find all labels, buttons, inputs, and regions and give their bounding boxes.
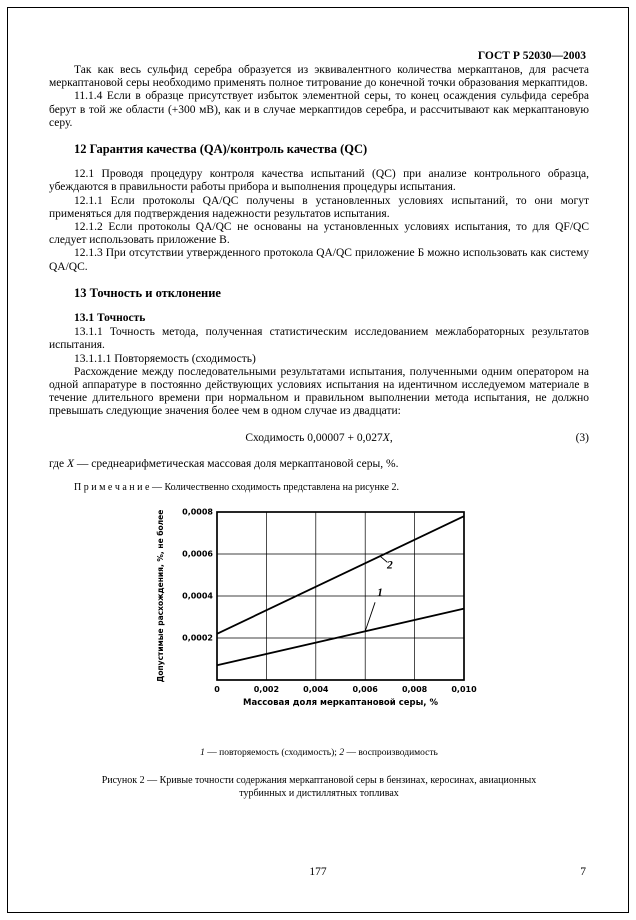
paragraph-intro: Так как весь сульфид серебра образуется из эквивалентного количества меркаптанов, для расчета меркаптановой серы необходимо применять полное титрование до конечной точки образования меркаптидов. (49, 64, 589, 90)
legend-curve-1-text: — повторяемость (сходимость); (204, 748, 340, 759)
svg-text:0,008: 0,008 (401, 685, 428, 695)
svg-text:Допустимые расхождения, %, не: Допустимые расхождения, %, не более (156, 509, 165, 683)
subsection-heading-13-1: 13.1 Точность (74, 312, 146, 325)
formula-prefix: Сходимость 0,00007 + 0,027 (245, 431, 383, 444)
paragraph-12-1-2: 12.1.2 Если протоколы QA/QC не основаны на установленных условиях испытания, то для QF/QC следует использовать приложение В. (49, 221, 589, 247)
footer-sheet-number: 7 (580, 866, 586, 878)
where-suffix: — среднеарифметическая массовая доля меркаптановой серы, %. (74, 457, 399, 470)
paragraph-13-1-1: 13.1.1 Точность метода, полученная статистическим исследованием межлабораторных результатов испытания. (49, 326, 589, 352)
note (49, 482, 589, 494)
paragraph-13-1-1-1: 13.1.1.1 Повторяемость (сходимость) (74, 352, 256, 365)
paragraph-12-1: 12.1 Проводя процедуру контроля качества испытаний (QC) при анализе контрольного образца, убеждаются в правильности работы прибора и выполнения процедуры испытания. (49, 168, 589, 194)
section-heading-12: 12 Гарантия качества (QA)/контроль качества (QC) (74, 142, 368, 157)
footer-page-number: 177 (309, 866, 327, 878)
note-label: П р и м е ч а н и е (74, 482, 150, 494)
formula-3 (49, 432, 589, 445)
svg-text:0,0002: 0,0002 (182, 633, 213, 643)
figure-legend (49, 747, 589, 760)
precision-chart (151, 500, 487, 740)
svg-text:1: 1 (377, 587, 383, 600)
svg-text:0,0004: 0,0004 (182, 591, 213, 601)
paragraph-where (49, 458, 589, 471)
svg-text:2: 2 (387, 559, 393, 572)
where-prefix: где (49, 457, 67, 470)
svg-text:0,0006: 0,0006 (182, 549, 213, 559)
section-heading-13: 13 Точность и отклонение (74, 285, 221, 300)
svg-text:0,004: 0,004 (303, 685, 329, 695)
legend-curve-1: 1 (200, 748, 205, 759)
svg-text:0,010: 0,010 (451, 685, 477, 695)
svg-text:0: 0 (214, 685, 220, 695)
legend-curve-2: 2 (339, 748, 345, 759)
where-variable: X (66, 457, 75, 470)
legend-curve-2-text: — воспроизводимость (344, 748, 438, 759)
formula-suffix: , (389, 431, 393, 444)
paragraph-repeatability: Расхождение между последовательными результатами испытания, полученными одним оператором на одной аппаратуре в постоянно действующих условиях испытания на идентичном исследуемом материале в течение длительного времени при нормальном и правильном выполнении метода испытания, не должно превышать следующие значения более чем в одном случае из двадцати: (49, 365, 589, 418)
paragraph-12-1-3: 12.1.3 При отсутствии утвержденного протокола QA/QC приложение Б можно использовать как систему QA/QC. (49, 247, 589, 273)
doc-number: ГОСТ Р 52030—2003 (477, 50, 586, 62)
formula-number: (3) (575, 431, 589, 444)
svg-text:0,0008: 0,0008 (182, 507, 213, 517)
svg-text:0,006: 0,006 (352, 685, 378, 695)
svg-text:Массовая доля меркаптановой се: Массовая доля меркаптановой серы, % (243, 698, 438, 709)
paragraph-11-1-4: 11.1.4 Если в образце присутствует избыток элементной серы, то конец осаждения сульфида серебра берут в той же области (+300 мВ), как и в случае меркаптидов серебра, и рассчитывают как меркаптановую серу. (49, 90, 589, 129)
svg-text:0,002: 0,002 (253, 685, 280, 695)
formula-expression (245, 432, 392, 444)
note-text: — Количественно сходимость представлена на рисунке 2. (149, 482, 399, 494)
paragraph-12-1-1: 12.1.1 Если протоколы QA/QC получены в установленных условиях испытаний, то они могут применяться для подтверждения надежности результатов испытания. (49, 194, 589, 220)
formula-variable: X (382, 431, 390, 444)
page-content (49, 64, 589, 800)
figure-caption: Рисунок 2 — Кривые точности содержания меркаптановой серы в бензинах, керосинах, авиационных турбинных и дистиллятных топливах (101, 775, 537, 799)
figure-2 (49, 500, 589, 800)
